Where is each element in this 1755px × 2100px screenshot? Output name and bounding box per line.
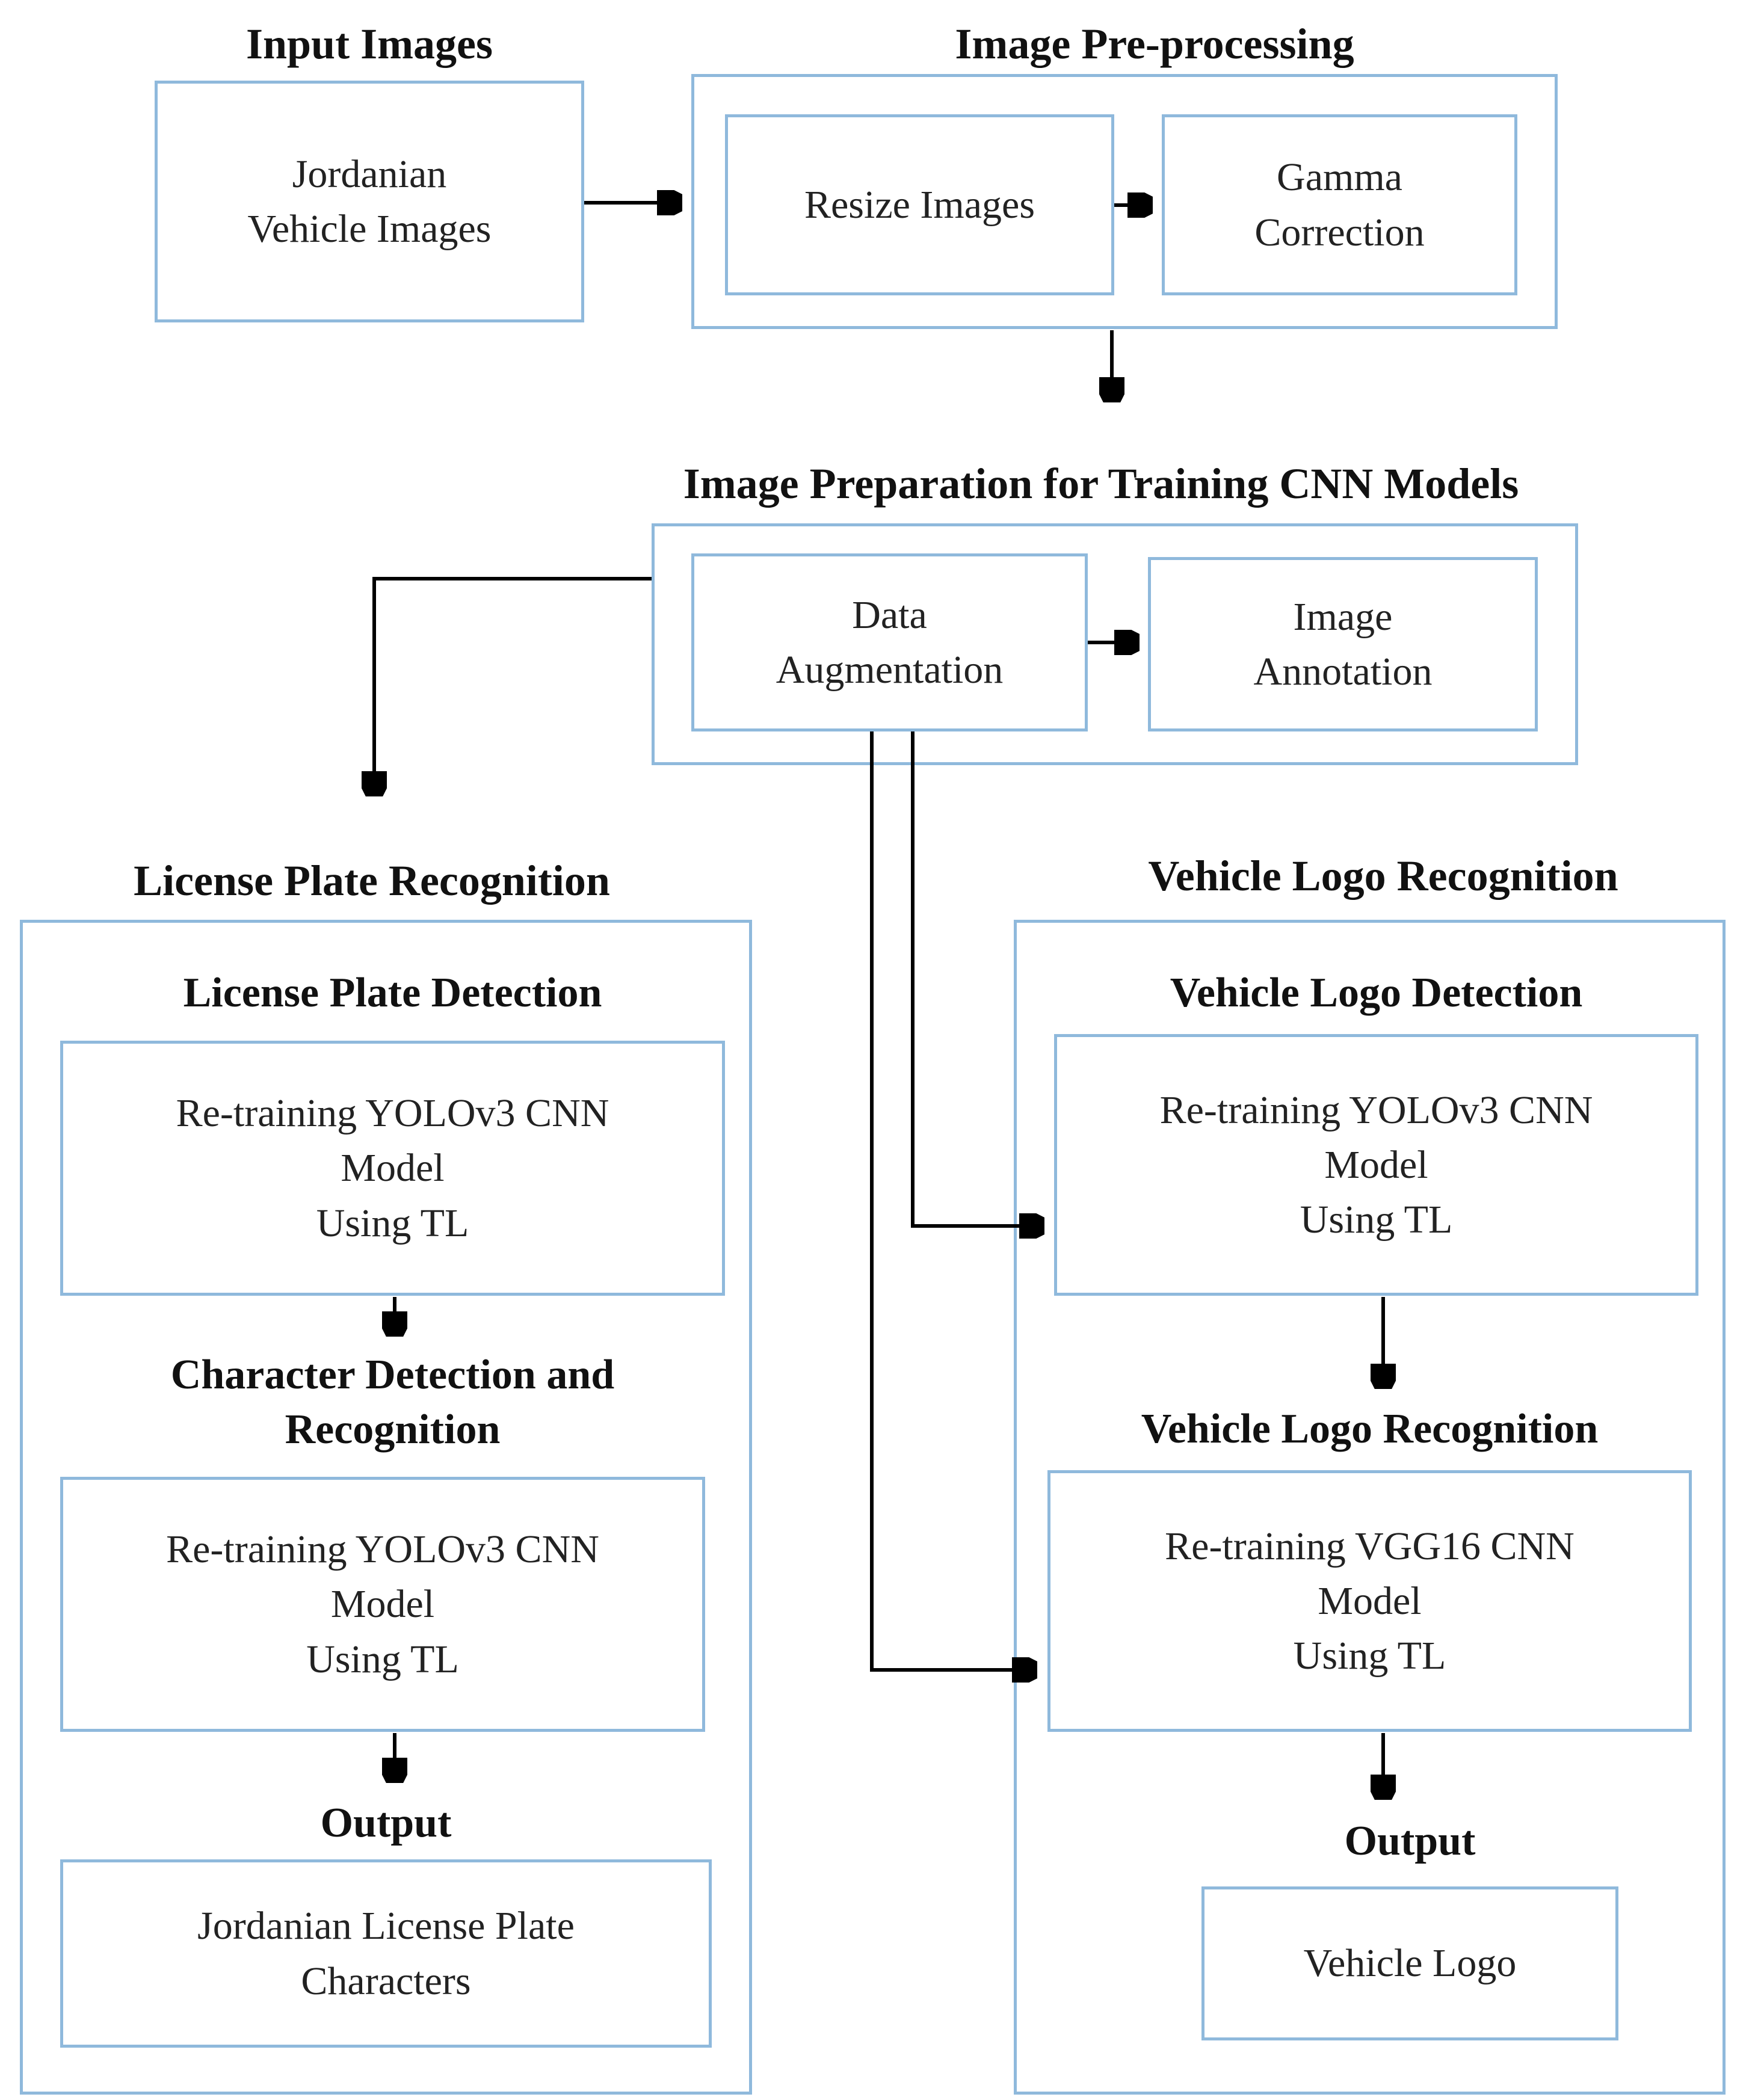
license-plate-output-box: Jordanian License Plate Characters [60, 1859, 712, 2048]
input-images-box: Jordanian Vehicle Images [155, 81, 584, 322]
vehicle-logo-recognition-heading: Vehicle Logo Recognition [1141, 1406, 1599, 1452]
license-plate-detection-heading: License Plate Detection [183, 970, 602, 1016]
license-plate-recognition-title: License Plate Recognition [134, 857, 610, 905]
arrow-preparation-to-license-plate [374, 579, 652, 794]
vehicle-logo-recognition-box: Re-training VGG16 CNN Model Using TL [1047, 1470, 1692, 1732]
input-images-title: Input Images [245, 20, 493, 68]
vehicle-logo-detection-box: Re-training YOLOv3 CNN Model Using TL [1054, 1034, 1698, 1296]
arrow-augmentation-to-logo-recognition [872, 731, 1035, 1670]
vehicle-logo-output-box: Vehicle Logo [1201, 1886, 1618, 2040]
gamma-correction-box: Gamma Correction [1162, 114, 1517, 295]
character-detection-box: Re-training YOLOv3 CNN Model Using TL [60, 1477, 705, 1732]
vehicle-logo-output-heading: Output [1344, 1818, 1476, 1864]
license-plate-detection-box: Re-training YOLOv3 CNN Model Using TL [60, 1041, 725, 1296]
vehicle-logo-detection-heading: Vehicle Logo Detection [1170, 970, 1583, 1016]
resize-images-box: Resize Images [725, 114, 1114, 295]
character-detection-heading: Character Detection and Recognition [170, 1352, 615, 1453]
license-plate-output-heading: Output [320, 1800, 452, 1846]
image-preparation-title: Image Preparation for Training CNN Models [683, 460, 1519, 508]
image-annotation-box: Image Annotation [1148, 557, 1538, 731]
vehicle-logo-recognition-title: Vehicle Logo Recognition [1148, 852, 1618, 900]
data-augmentation-box: Data Augmentation [691, 553, 1088, 731]
image-preprocessing-title: Image Pre-processing [955, 20, 1354, 68]
